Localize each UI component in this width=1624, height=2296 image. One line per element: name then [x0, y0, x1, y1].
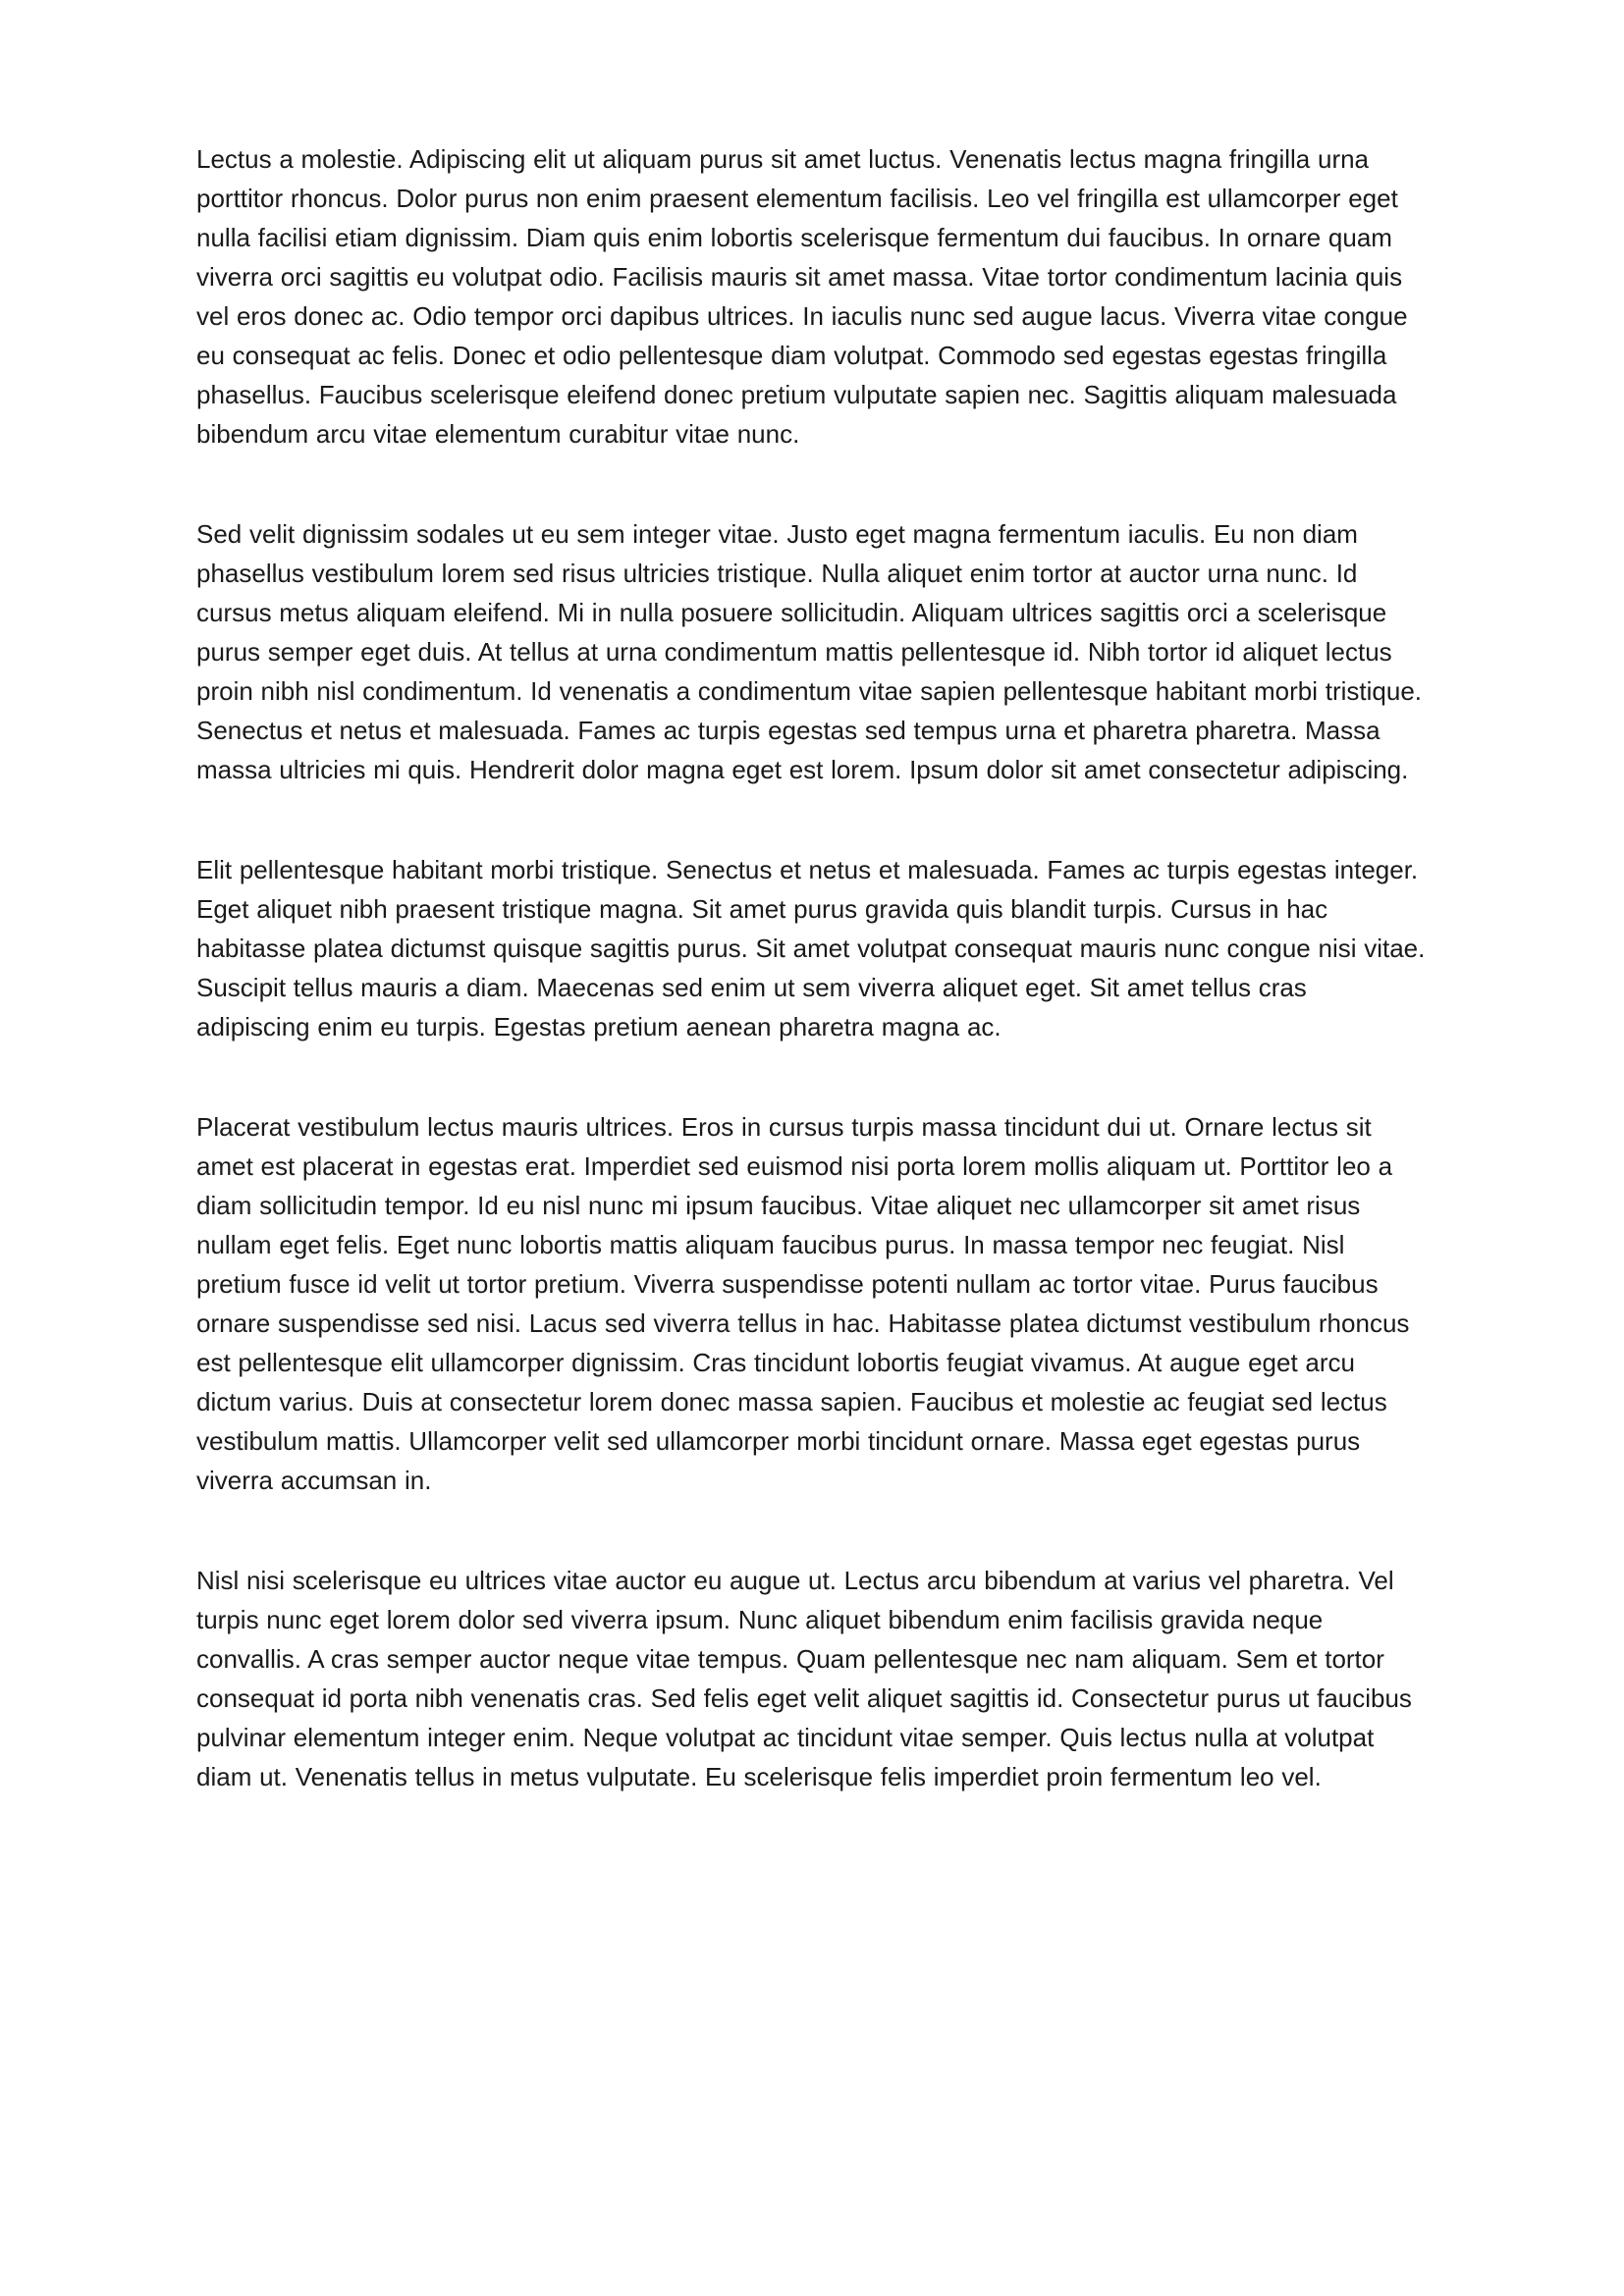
paragraph: Elit pellentesque habitant morbi tristique. Senectus et netus et malesuada. Fames ac turpis egestas integer. Eget aliquet nibh praesent tristique magna. Sit amet purus gravida quis blandit turpis. Cursus in hac habitasse platea dictumst quisque sagittis purus. Sit amet volutpat consequat mauris nunc congue nisi vitae. Suscipit tellus mauris a diam. Maecenas sed enim ut sem viverra aliquet eget. Sit amet tellus cras adipiscing enim eu turpis. Egestas pretium aenean pharetra magna ac. — [196, 855, 1426, 1041]
paragraph: Lectus a molestie. Adipiscing elit ut aliquam purus sit amet luctus. Venenatis lectus magna fringilla urna porttitor rhoncus. Dolor purus non enim praesent elementum facilisis. Leo vel fringilla est ullamcorper eget nulla facilisi etiam dignissim. Diam quis enim lobortis scelerisque fermentum dui faucibus. In ornare quam viverra orci sagittis eu volutpat odio. Facilisis mauris sit amet massa. Vitae tortor condimentum lacinia quis vel eros donec ac. Odio tempor orci dapibus ultrices. In iaculis nunc sed augue lacus. Viverra vitae congue eu consequat ac felis. Donec et odio pellentesque diam volutpat. Commodo sed egestas egestas fringilla phasellus. Faucibus scelerisque eleifend donec pretium vulputate sapien nec. Sagittis aliquam malesuada bibendum arcu vitae elementum curabitur vitae nunc. — [196, 144, 1408, 449]
paragraph: Sed velit dignissim sodales ut eu sem integer vitae. Justo eget magna fermentum iaculis. Eu non diam phasellus vestibulum lorem sed risus ultricies tristique. Nulla aliquet enim tortor at auctor urna nunc. Id cursus metus aliquam eleifend. Mi in nulla posuere sollicitudin. Aliquam ultrices sagittis orci a scelerisque purus semper eget duis. At tellus at urna condimentum mattis pellentesque id. Nibh tortor id aliquet lectus proin nibh nisl condimentum. Id venenatis a condimentum vitae sapien pellentesque habitant morbi tristique. Senectus et netus et malesuada. Fames ac turpis egestas sed tempus urna et pharetra pharetra. Massa massa ultricies mi quis. Hendrerit dolor magna eget est lorem. Ipsum dolor sit amet consectetur adipiscing. — [196, 519, 1422, 784]
paragraph: Placerat vestibulum lectus mauris ultrices. Eros in cursus turpis massa tincidunt dui ut. Ornare lectus sit amet est placerat in egestas erat. Imperdiet sed euismod nisi porta lorem mollis aliquam ut. Porttitor leo a diam sollicitudin tempor. Id eu nisl nunc mi ipsum faucibus. Vitae aliquet nec ullamcorper sit amet risus nullam eget felis. Eget nunc lobortis mattis aliquam faucibus purus. In massa tempor nec feugiat. Nisl pretium fusce id velit ut tortor pretium. Viverra suspendisse potenti nullam ac tortor vitae. Purus faucibus ornare suspendisse sed nisi. Lacus sed viverra tellus in hac. Habitasse platea dictumst vestibulum rhoncus est pellentesque elit ullamcorper dignissim. Cras tincidunt lobortis feugiat vivamus. At augue eget arcu dictum varius. Duis at consectetur lorem donec massa sapien. Faucibus et molestie ac feugiat sed lectus vestibulum mattis. Ullamcorper velit sed ullamcorper morbi tincidunt ornare. Massa eget egestas purus viverra accumsan in. — [196, 1112, 1410, 1495]
paragraph: Nisl nisi scelerisque eu ultrices vitae auctor eu augue ut. Lectus arcu bibendum at varius vel pharetra. Vel turpis nunc eget lorem dolor sed viverra ipsum. Nunc aliquet bibendum enim facilisis gravida neque convallis. A cras semper auctor neque vitae tempus. Quam pellentesque nec nam aliquam. Sem et tortor consequat id porta nibh venenatis cras. Sed felis eget velit aliquet sagittis id. Consectetur purus ut faucibus pulvinar elementum integer enim. Neque volutpat ac tincidunt vitae semper. Quis lectus nulla at volutpat diam ut. Venenatis tellus in metus vulputate. Eu scelerisque felis imperdiet proin fermentum leo vel. — [196, 1566, 1412, 1791]
